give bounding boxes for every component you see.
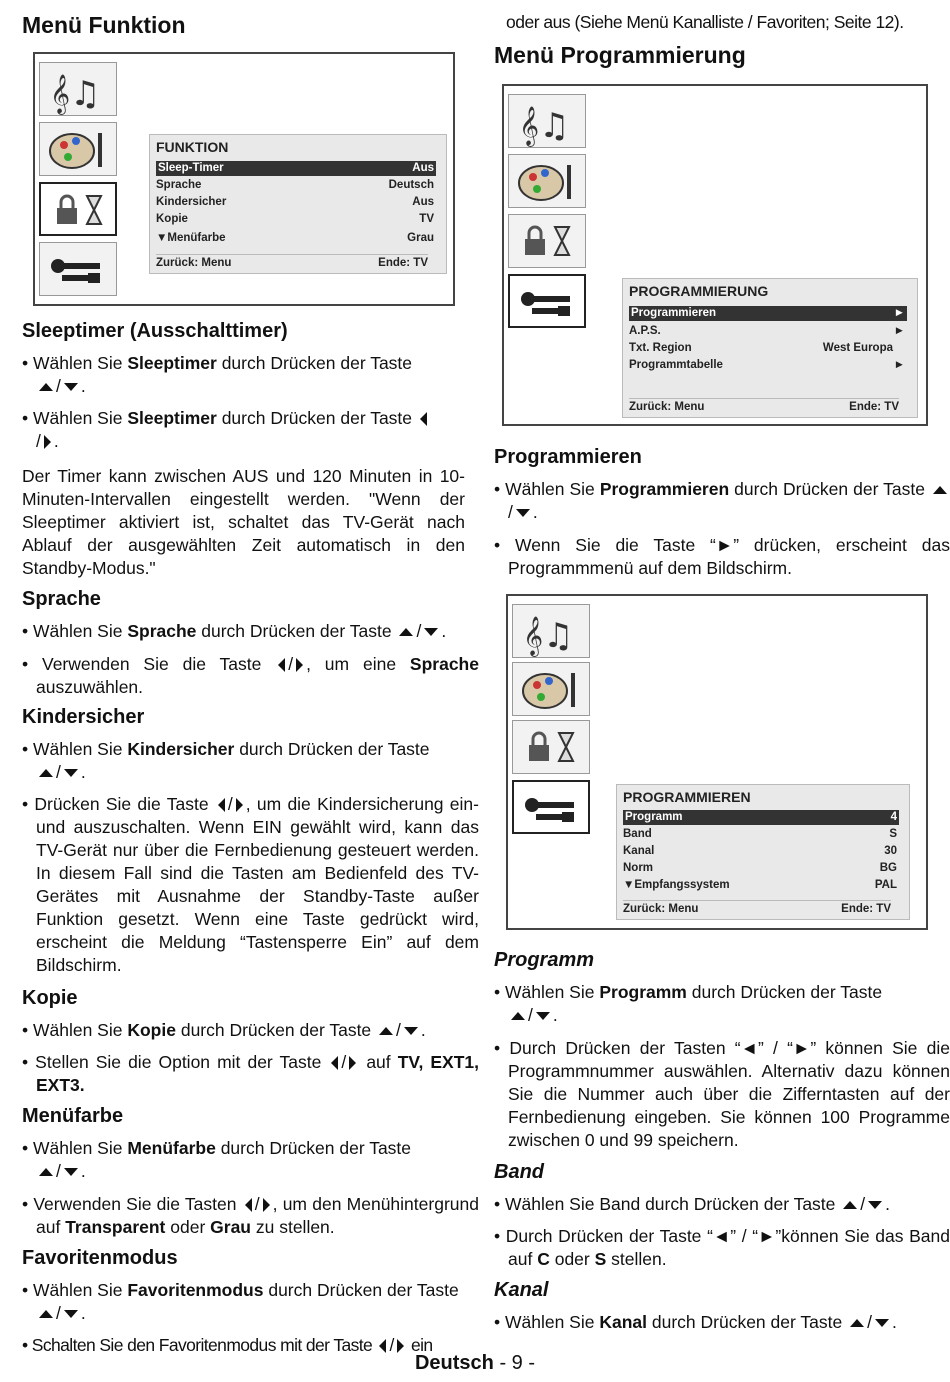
menu-row-programm[interactable]: Programm 4 [625, 811, 897, 823]
svg-text:𝄞♫: 𝄞♫ [523, 616, 574, 656]
menu-row-txt-region[interactable]: Txt. Region West Europa [629, 342, 893, 354]
bullet-sleeptimer-2: • Wählen Sie Sleeptimer durch Drücken der Taste / . [22, 407, 479, 453]
heading-sprache: Sprache [22, 588, 101, 610]
section-title-funktion: Menü Funktion [22, 12, 186, 38]
section-title-programmierung: Menü Programmierung [494, 42, 746, 68]
tools-icon [512, 780, 590, 834]
page-footer [0, 1352, 950, 1375]
tools-icon [508, 274, 586, 328]
bullet-favoriten-1: • Wählen Sie Favoritenmodus durch Drücken der Taste / . [22, 1280, 459, 1323]
bullet-sprache-1: • Wählen Sie Sprache durch Drücken der Taste / . [22, 621, 447, 641]
menu-row-kindersicher[interactable]: Kindersicher Aus [156, 196, 434, 208]
menu-row-norm[interactable]: Norm BG [623, 862, 897, 874]
menu-footer: Zurück: Menu Ende: TV [629, 398, 899, 415]
lock-hourglass-icon [512, 720, 590, 774]
heading-programm: Programm [494, 949, 595, 971]
menu-row-band[interactable]: Band S [623, 828, 897, 840]
bullet-sleeptimer-1: • Wählen Sie Sleeptimer durch Drücken der Taste / . [22, 353, 413, 396]
music-notes-icon [512, 604, 590, 658]
music-notes-icon [39, 62, 117, 116]
bullet-kindersicher-2: • Drücken Sie die Taste / , um die Kindersicherung ein- und auszuschalten. Wenn EIN gewählt wird, kann das TV-Gerät nur über die Fernbedienung gesteuert werden. In diesem Fall sind die Tasten am Bedienfeld des TV-Gerätes mit Ausnahme der Standby-Taste außer Funktion gesetzt. Wenn eine Taste gedrückt wird, erscheint die Meldung “Tastensperre Ein” auf dem Bildschirm. [22, 794, 479, 975]
programmierung-menu [622, 278, 918, 418]
heading-kanal: Kanal [494, 1279, 549, 1301]
bullet-programmieren-2: • Wenn Sie die Taste “►” drücken, erscheint das Programmmenü auf dem Bildschirm. [494, 535, 950, 578]
menu-row-menufarbe[interactable]: ▼Menüfarbe Grau [156, 232, 434, 244]
continuation-text: oder aus (Siehe Menü Kanalliste / Favoriten; Seite 12). [506, 12, 904, 32]
palette-icon [512, 662, 590, 716]
programmieren-menu [616, 784, 910, 920]
funktion-menu [149, 134, 447, 274]
heading-sleeptimer: Sleeptimer (Ausschalttimer) [22, 320, 288, 342]
menu-title: FUNKTION [156, 139, 229, 155]
heading-kindersicher: Kindersicher [22, 706, 145, 728]
heading-band: Band [494, 1161, 544, 1183]
menu-footer: Zurück: Menu Ende: TV [156, 254, 428, 271]
music-notes-icon [508, 94, 586, 148]
lock-hourglass-icon [39, 182, 117, 236]
menu-row-sleep-timer[interactable]: Sleep-Timer Aus [158, 162, 434, 174]
bullet-favoriten-2: • Schalten Sie den Favoritenmodus mit der Taste / ein [22, 1335, 433, 1355]
tools-icon [39, 242, 117, 296]
svg-text:𝄞♫: 𝄞♫ [50, 74, 101, 114]
heading-menufarbe: Menüfarbe [22, 1105, 124, 1127]
funktion-screenshot [33, 52, 455, 306]
footer-language: Deutsch [414, 1352, 494, 1374]
bullet-band-1: • Wählen Sie Band durch Drücken der Taste / . [494, 1194, 891, 1214]
programmierung-screenshot [502, 84, 928, 426]
menu-row-aps[interactable]: A.P.S. ► [629, 325, 905, 337]
bullet-band-2: • Durch Drücken der Taste “◄” / “►”können Sie das Band auf C oder S stellen. [494, 1226, 950, 1269]
menu-row-empfangssystem[interactable]: ▼Empfangssystem PAL [623, 879, 897, 891]
palette-icon [508, 154, 586, 208]
svg-text:𝄞♫: 𝄞♫ [519, 106, 570, 146]
paragraph-sleeptimer: Der Timer kann zwischen AUS und 120 Minuten in 10-Minuten-Intervallen eingestellt werden. "Wenn der Sleeptimer aktiviert ist, schaltet das TV-Gerät nach Ablauf der ausgewählten Zeit automatisch in den Standby-Modus." [22, 466, 465, 578]
palette-icon [39, 122, 117, 176]
menu-footer: Zurück: Menu Ende: TV [623, 900, 891, 917]
bullet-programm-1: • Wählen Sie Programm durch Drücken der Taste / . [494, 982, 883, 1025]
heading-kopie: Kopie [22, 987, 78, 1009]
menu-row-kanal[interactable]: Kanal 30 [623, 845, 897, 857]
bullet-menufarbe-2: • Verwenden Sie die Tasten / , um den Menühintergrund auf Transparent oder Grau zu stellen. [22, 1194, 479, 1237]
bullet-menufarbe-1: • Wählen Sie Menüfarbe durch Drücken der Taste / . [22, 1138, 412, 1181]
menu-row-sprache[interactable]: Sprache Deutsch [156, 179, 434, 191]
menu-title: PROGRAMMIERUNG [629, 283, 769, 299]
bullet-kopie-1: • Wählen Sie Kopie durch Drücken der Taste / . [22, 1020, 426, 1040]
programmieren-screenshot [506, 594, 928, 930]
heading-favoritenmodus: Favoritenmodus [22, 1247, 178, 1269]
bullet-kopie-2: • Stellen Sie die Option mit der Taste / auf TV, EXT1, EXT3. [22, 1052, 479, 1095]
bullet-programmieren-1: • Wählen Sie Programmieren durch Drücken der Taste / . [494, 478, 950, 524]
bullet-programm-2: • Durch Drücken der Tasten “◄” / “►” können Sie die Programmnummer auswählen. Alternativ dazu können Sie die Nummer auch über die Zifferntasten auf der Fernbedienung eingeben. Sie können 100 Programme zwischen 0 und 99 speichern. [494, 1038, 950, 1150]
menu-row-programmieren[interactable]: Programmieren ► [631, 307, 905, 319]
menu-row-kopie[interactable]: Kopie TV [156, 213, 434, 225]
lock-hourglass-icon [508, 214, 586, 268]
page-number: - 9 - [493, 1352, 536, 1374]
bullet-sprache-2: • Verwenden Sie die Taste / , um eine Sprache auszuwählen. [22, 654, 479, 697]
menu-row-programmtabelle[interactable]: Programmtabelle ► [629, 359, 905, 371]
menu-title: PROGRAMMIEREN [623, 789, 751, 805]
bullet-kindersicher-1: • Wählen Sie Kindersicher durch Drücken der Taste / . [22, 739, 430, 782]
heading-programmieren: Programmieren [494, 446, 642, 468]
bullet-kanal-1: • Wählen Sie Kanal durch Drücken der Taste / . [494, 1312, 897, 1332]
